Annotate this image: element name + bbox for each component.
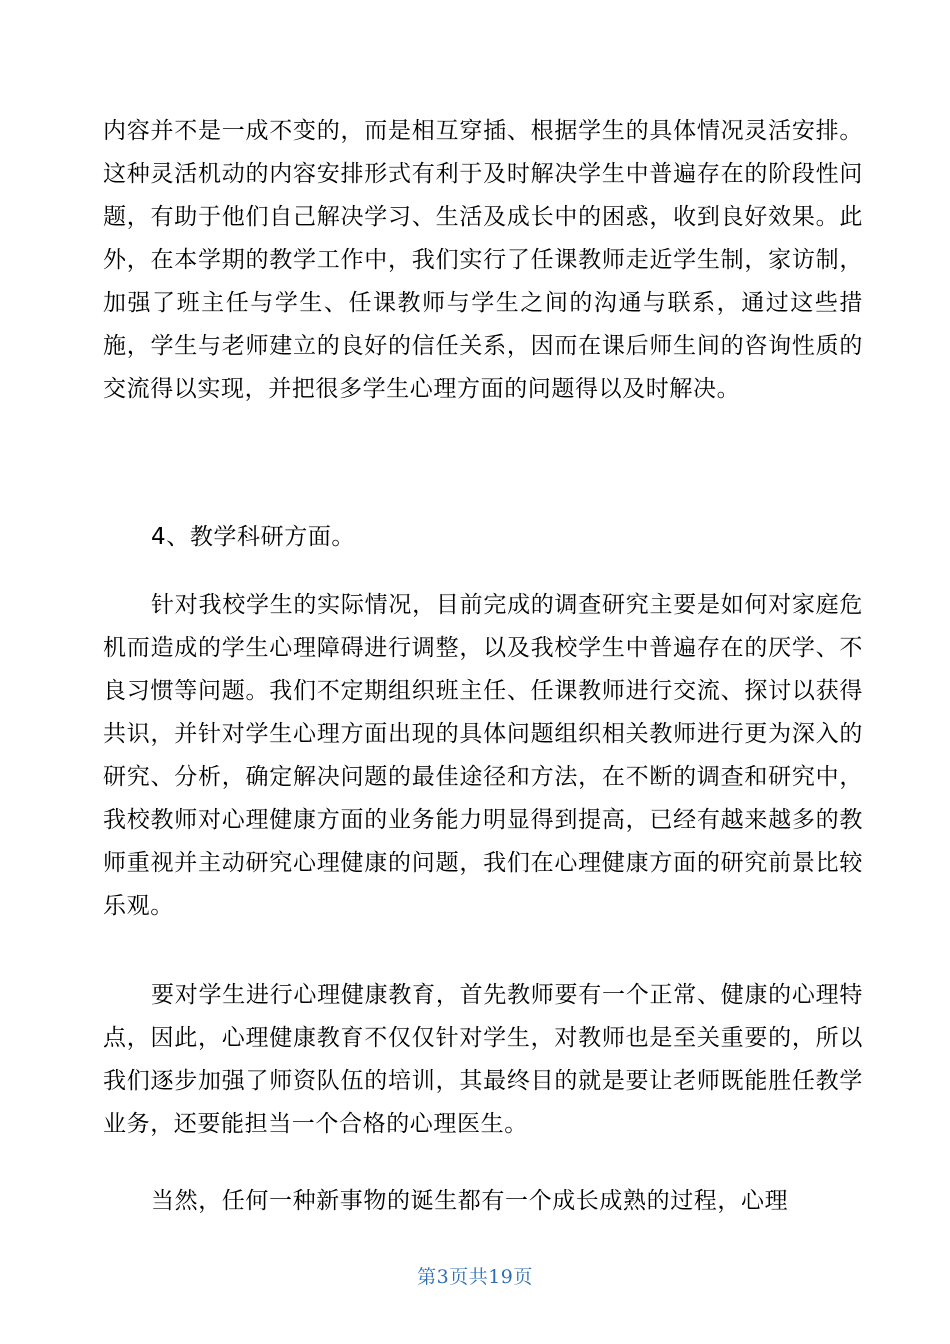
page-number-footer: 第3页共19页 xyxy=(417,1266,533,1288)
paragraph-conclusion xyxy=(103,1180,863,1223)
paragraph-continued xyxy=(103,110,863,411)
paragraph-teacher-training xyxy=(103,974,863,1146)
section-heading: 4、教学科研方面。 xyxy=(151,524,356,550)
paragraph-text: 针对我校学生的实际情况，目前完成的调查研究主要是如何对家庭危机而造成的学生心理障碍进行调整，以及我校学生中普遍存在的厌学、不良习惯等问题。我们不定期组织班主任、任课教师进行交流、探讨以获得共识，并针对学生心理方面出现的具体问题组织相关教师进行更为深入的研究、分析，确定解决问题的最佳途径和方法，在不断的调查和研究中，我校教师对心理健康方面的业务能力明显得到提高，已经有越来越多的教师重视并主动研究心理健康的问题，我们在心理健康方面的研究前景比较乐观。 xyxy=(103,592,863,919)
paragraph-text: 内容并不是一成不变的，而是相互穿插、根据学生的具体情况灵活安排。这种灵活机动的内容安排形式有利于及时解决学生中普遍存在的阶段性问题，有助于他们自己解决学习、生活及成长中的困惑，收到良好效果。此外，在本学期的教学工作中，我们实行了任课教师走近学生制，家访制，加强了班主任与学生、任课教师与学生之间的沟通与联系，通过这些措施，学生与老师建立的良好的信任关系，因而在课后师生间的咨询性质的交流得以实现，并把很多学生心理方面的问题得以及时解决。 xyxy=(103,118,863,402)
paragraph-text: 当然，任何一种新事物的诞生都有一个成长成熟的过程，心理 xyxy=(151,1188,789,1214)
paragraph-research xyxy=(103,584,863,928)
paragraph-text: 要对学生进行心理健康教育，首先教师要有一个正常、健康的心理特点，因此，心理健康教育不仅仅针对学生，对教师也是至关重要的，所以我们逐步加强了师资队伍的培训，其最终目的就是要让老师既能胜任教学业务，还要能担当一个合格的心理医生。 xyxy=(103,982,863,1137)
